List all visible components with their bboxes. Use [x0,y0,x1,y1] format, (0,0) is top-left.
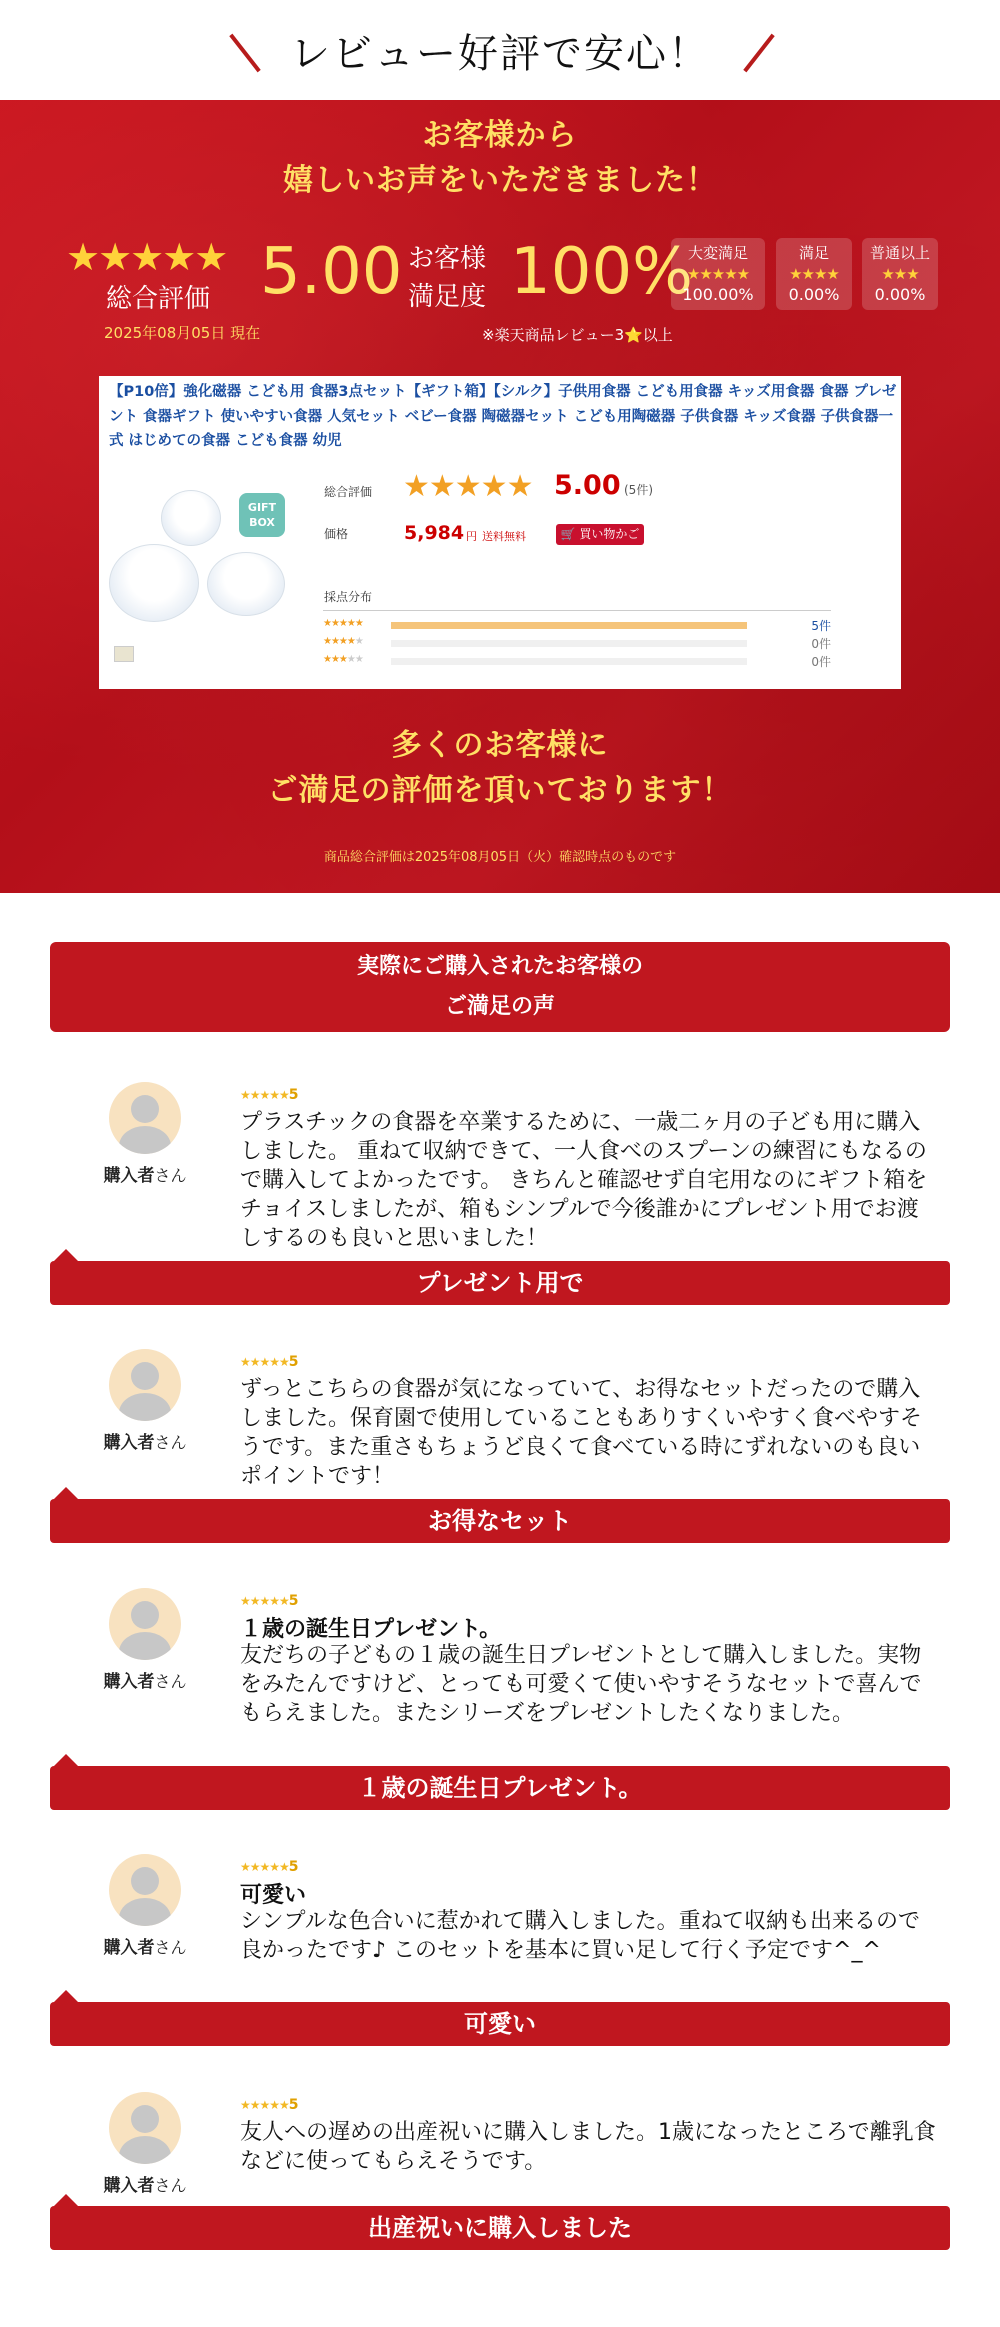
review-stars-icon: ★★★★★5 [240,1354,298,1370]
review-heading: １歳の誕生日プレゼント。 [240,1617,502,1642]
gift-box-badge: GIFT BOX [239,493,285,537]
avatar [109,1588,181,1660]
review-stars-icon: ★★★★★5 [240,1859,298,1875]
add-to-cart-button[interactable]: 🛒 買い物かご [556,524,644,545]
review-item [50,1347,950,1547]
distribution-divider [323,610,831,611]
tier-stars-icon: ★★★★ [789,265,839,283]
tier-average-or-above [862,238,938,310]
card-score: 5.00 [554,470,621,501]
product-title-link[interactable]: 【P10倍】強化磁器 こども用 食器3点セット【ギフト箱】【シルク】子供用食器 こども用食器 キッズ用食器 食器 プレゼント 食器ギフト 使いやすい食器 人気セット ベビー食器 陶磁器セット こども用陶磁器 子供食器 キッズ食器 子供食器一式 はじめての食器 こども食器 幼児 [109,384,897,449]
bowl-image [207,552,285,616]
product-review-card [99,376,901,689]
review-item [50,1080,950,1305]
distribution-bar [391,622,747,629]
review-banner: お得なセット [50,1499,950,1543]
avatar [109,1082,181,1154]
review-banner: １歳の誕生日プレゼント。 [50,1766,950,1810]
review-body: シンプルな色合いに惹かれて購入しました。重ねて収納も出来るので良かったです♪ このセットを基本に買い足して行く予定です^_^ [240,1909,921,1963]
tier-satisfied [776,238,852,310]
page-title: レビュー好評で安心！ [290,31,710,77]
card-overall-label: 総合評価 [324,485,373,499]
tier-label: 普通以上 [869,244,930,262]
distribution-bar [391,658,747,665]
row-stars-icon: ★★★★★ [323,618,363,629]
overall-stars-icon: ★★★★★ [66,235,227,279]
review-stars-icon: ★★★★★5 [240,1087,298,1103]
distribution-row-5[interactable] [323,616,831,634]
review-stars-icon: ★★★★★5 [240,2097,298,2113]
buyer-name: 購入者さん [103,2176,187,2196]
date-note: 2025年08月05日 現在 [104,324,261,342]
tier-percent: 0.00% [788,285,840,304]
avatar [109,2092,181,2164]
product-thumbnail[interactable] [114,646,134,662]
review-banner: 可愛い [50,2002,950,2046]
avatar [109,1854,181,1926]
shipping-badge: 送料無料 [482,530,526,543]
overall-score: 5.00 [260,235,403,309]
hero-heading-2: 嬉しいお声をいただきました！ [283,163,717,198]
distribution-row-3 [323,652,831,670]
tier-percent: 0.00% [874,285,926,304]
review-banner: 出産祝いに購入しました [50,2206,950,2250]
review-banner: プレゼント用で [50,1261,950,1305]
buyer-name: 購入者さん [103,1938,187,1958]
reviews-heading-1: 実際にご購入されたお客様の [356,954,643,979]
distribution-count: 0件 [811,637,831,651]
avatar [109,1349,181,1421]
review-item [50,1852,950,2052]
review-stars-icon: ★★★★★5 [240,1593,298,1609]
tier-stars-icon: ★★★★★ [686,265,750,283]
card-review-count[interactable]: (5件) [624,483,653,497]
review-body: プラスチックの食器を卒業するために、一歳二ヶ月の子ども用に購入しました。 重ねて収納できて、一人食べのスプーンの練習にもなるので購入してよかったです。 きちんと確認せず自宅用なのにギフト箱をチョイスしましたが、箱もシンプルで今後誰かにプレゼント用でお渡しするのも良いと思いました！ [240,1110,928,1251]
satisfaction-value: 100% [510,235,693,309]
review-body: ずっとこちらの食器が気になっていて、お得なセットだったので購入しました。保育園で使用していることもありすくいやすく食べやすそうです。また重さもちょうど良くて食べている時にずれないのも良いポイントです！ [240,1377,923,1489]
row-stars-icon: ★★★★★ [323,654,363,665]
row-stars-icon: ★★★★★ [323,636,363,647]
rating-hero [0,100,1000,893]
review-item [50,2090,950,2300]
card-price: 5,984 [404,522,465,544]
review-footnote: ※楽天商品レビュー3⭐️以上 [482,326,673,344]
review-item [50,1586,950,1811]
page-header [0,0,1000,100]
tier-percent: 100.00% [682,285,754,304]
hero-closing-1: 多くのお客様に [391,728,609,763]
cup-image [161,490,221,546]
tier-stars-icon: ★★★ [881,265,919,283]
review-body: 友人への遅めの出産祝いに購入しました。1歳になったところで離乳食などに使ってもらえそうです。 [240,2120,936,2174]
card-price-unit: 円 [466,530,477,543]
overall-label: 総合評価 [106,284,211,314]
distribution-row-4 [323,634,831,652]
card-stars-icon: ★★★★★ [403,469,533,504]
reviews-heading-2: ご満足の声 [444,994,555,1019]
hero-heading-1: お客様から [422,118,578,153]
buyer-name: 購入者さん [103,1166,187,1186]
distribution-title: 採点分布 [324,590,373,604]
distribution-count[interactable]: 5件 [811,619,831,633]
review-heading: 可愛い [240,1883,307,1908]
tier-very-satisfied [671,238,765,310]
reviews-section-heading [50,942,950,1032]
tier-label: 大変満足 [687,244,748,262]
hero-closing-2: ご満足の評価を頂いております！ [267,773,733,808]
review-body: 友だちの子どもの１歳の誕生日プレゼントとして購入しました。実物をみたんですけど、とっても可愛くて使いやすそうなセットで喜んでもらえました。またシリーズをプレゼントしたくなりました。 [240,1643,922,1726]
tier-label: 満足 [798,244,829,262]
card-price-label: 価格 [324,527,349,541]
buyer-name: 購入者さん [103,1433,187,1453]
buyer-name: 購入者さん [103,1672,187,1692]
hero-closing-note: 商品総合評価は2025年08月05日（火）確認時点のものです [323,850,677,865]
distribution-bar [391,640,747,647]
satisfaction-label-1: お客様 [408,244,487,274]
plate-image [109,544,199,622]
satisfaction-label-2: 満足度 [408,282,487,312]
distribution-count: 0件 [811,655,831,669]
